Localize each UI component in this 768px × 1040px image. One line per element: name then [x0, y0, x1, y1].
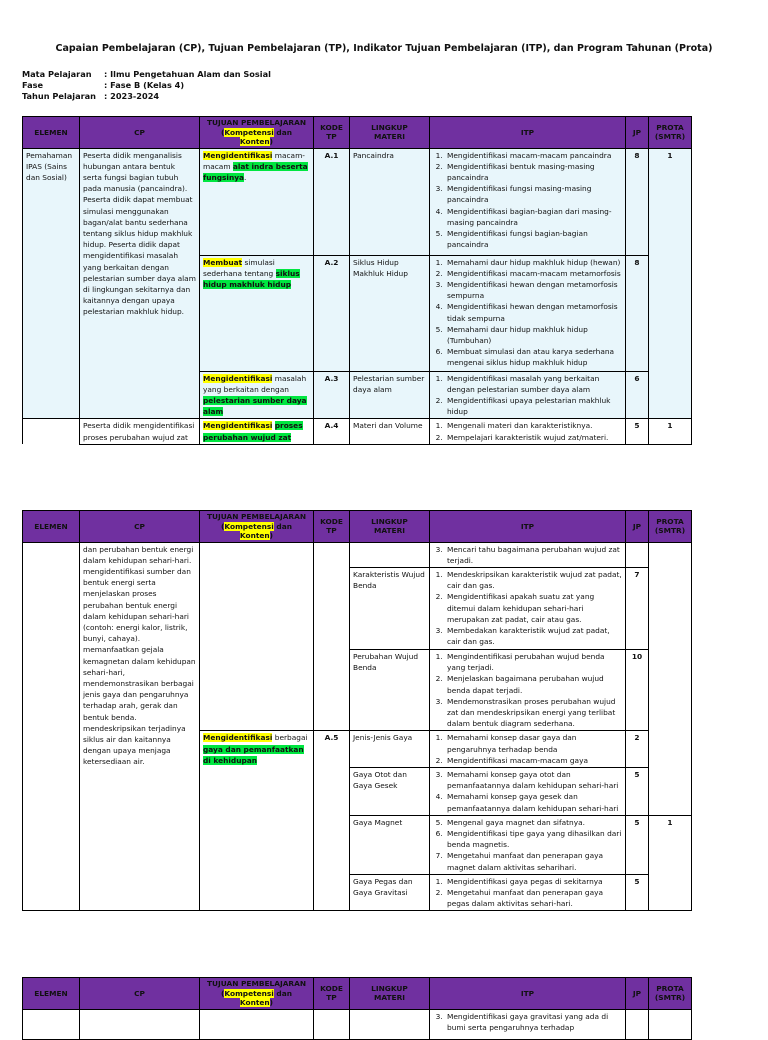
jp-cell: [626, 542, 649, 567]
itp-item: 2. Mengetahui manfaat dan penerapan gaya pegas dalam aktivitas sehari-hari.: [445, 887, 622, 909]
header-jp: JP: [626, 117, 649, 149]
itp-item: 5. Memahami daur hidup makhluk hidup (Tumbuhan): [445, 324, 622, 346]
tp-cell: Mengidentifikasi berbagai gaya dan pemanfaatkan di kehidupan: [200, 731, 314, 911]
header-lingkup: LINGKUP MATERI: [350, 978, 430, 1010]
jp-cell: [626, 1009, 649, 1039]
kode-cell: A.4: [314, 419, 350, 444]
itp-item: 5. Mengidentifikasi fungsi bagian-bagian pancaindra: [445, 228, 622, 250]
lingkup-cell: Gaya Magnet: [350, 815, 430, 874]
lingkup-cell: Gaya Otot dan Gaya Gesek: [350, 767, 430, 815]
lingkup-cell: [350, 1009, 430, 1039]
prota-cell: [649, 1009, 692, 1039]
itp-item: 3. Mendemonstrasikan proses perubahan wujud zat dan mendeskripsikan energi yang terlibat dalam bentuk diagram sederhana.: [445, 696, 622, 730]
itp-cell: [430, 874, 626, 911]
header-lingkup: LINGKUP MATERI: [350, 511, 430, 543]
elemen-cell: Pemahaman IPAS (Sains dan Sosial): [23, 148, 80, 419]
elemen-cell: [23, 542, 80, 911]
table-page-1: [22, 116, 692, 445]
header-itp: ITP: [430, 117, 626, 149]
itp-item: 4. Memahami konsep gaya gesek dan pemanfaatannya dalam kehidupan sehari-hari: [445, 791, 622, 813]
itp-item: 1. Memahami konsep dasar gaya dan pengaruhnya terhadap benda: [445, 732, 622, 754]
itp-item: 3. Memahami konsep gaya otot dan pemanfaatannya dalam kehidupan sehari-hari: [445, 769, 622, 791]
elemen-cell: [23, 419, 80, 444]
lingkup-cell: Jenis-Jenis Gaya: [350, 731, 430, 768]
kode-cell: A.2: [314, 255, 350, 371]
header-tp: TUJUAN PEMBELAJARAN (Kompetensi dan Konten): [200, 117, 314, 149]
table-row: [23, 1009, 692, 1039]
itp-cell: [430, 649, 626, 730]
itp-item: 6. Mengidentifikasi tipe gaya yang dihasilkan dari benda magnetis.: [445, 828, 622, 850]
cp-cell: Peserta didik mengidentifikasi proses perubahan wujud zat: [80, 419, 200, 444]
kode-cell: [314, 1009, 350, 1039]
lingkup-cell: Gaya Pegas dan Gaya Gravitasi: [350, 874, 430, 911]
lingkup-cell: Siklus Hidup Makhluk Hidup: [350, 255, 430, 371]
header-itp: ITP: [430, 978, 626, 1010]
header-kode-tp: KODE TP: [314, 978, 350, 1010]
meta-info: [22, 69, 271, 102]
tp-cell: [200, 542, 314, 731]
itp-item: 2. Menjelaskan bagaimana perubahan wujud benda dapat terjadi.: [445, 673, 622, 695]
itp-cell: [430, 148, 626, 255]
lingkup-cell: Karakteristis Wujud Benda: [350, 567, 430, 649]
meta-label: Fase: [22, 80, 44, 90]
table-row: [23, 148, 692, 255]
meta-label: Mata Pelajaran: [22, 69, 92, 79]
itp-item: 2. Mengidentifikasi bentuk masing-masing pancaindra: [445, 161, 622, 183]
itp-item: 1. Mengidentifikasi masalah yang berkaitan dengan pelestarian sumber daya alam: [445, 373, 622, 395]
meta-value: : 2023-2024: [104, 91, 160, 101]
prota-cell: 1: [649, 148, 692, 419]
lingkup-cell: [350, 542, 430, 567]
header-tp: TUJUAN PEMBELAJARAN (Kompetensi dan Konten): [200, 978, 314, 1010]
itp-item: 1. Mendeskripsikan karakteristik wujud zat padat, cair dan gas.: [445, 569, 622, 591]
table-header-row: [23, 117, 692, 149]
itp-item: 2. Mengidentifikasi apakah suatu zat yang ditemui dalam kehidupan sehari-hari merupakan zat padat, cair atau gas.: [445, 591, 622, 625]
tp-cell: Membuat simulasi sederhana tentang siklus hidup makhluk hidup: [200, 255, 314, 371]
itp-item: 3. Membedakan karakteristik wujud zat padat, cair dan gas.: [445, 625, 622, 647]
itp-item: 3. Mengidentifikasi fungsi masing-masing pancaindra: [445, 183, 622, 205]
itp-item: 4. Mengidentifikasi bagian-bagian dari masing-masing pancaindra: [445, 206, 622, 228]
itp-cell: [430, 815, 626, 874]
kode-cell: [314, 542, 350, 731]
itp-item: 3. Mengidentifikasi gaya gravitasi yang ada di bumi serta pengaruhnya terhadap: [445, 1011, 622, 1033]
table-page-3: [22, 977, 692, 1040]
prota-cell: 1: [649, 419, 692, 444]
header-jp: JP: [626, 511, 649, 543]
itp-item: 6. Membuat simulasi dan atau karya sederhana mengenai siklus hidup makhluk hidup: [445, 346, 622, 368]
itp-item: 2. Mengidentifikasi macam-macam metamorfosis: [445, 268, 622, 279]
header-prota: PROTA (SMTR): [649, 511, 692, 543]
itp-cell: [430, 767, 626, 815]
header-tp: TUJUAN PEMBELAJARAN (Kompetensi dan Konten): [200, 511, 314, 543]
tp-cell: Mengidentifikasi proses perubahan wujud zat: [200, 419, 314, 444]
elemen-cell: [23, 1009, 80, 1039]
itp-item: 7. Mengetahui manfaat dan penerapan gaya magnet dalam aktivitas seharihari.: [445, 850, 622, 872]
meta-value: : Ilmu Pengetahuan Alam dan Sosial: [104, 69, 271, 79]
jp-cell: 5: [626, 767, 649, 815]
tp-cell: Mengidentifikasi masalah yang berkaitan dengan pelestarian sumber daya alam: [200, 371, 314, 419]
itp-item: 1. Mengenali materi dan karakteristiknya.: [445, 420, 622, 431]
header-elemen: ELEMEN: [23, 117, 80, 149]
jp-cell: 7: [626, 567, 649, 649]
tp-cell: [200, 1009, 314, 1039]
itp-item: 2. Mengidentifikasi macam-macam gaya: [445, 755, 622, 766]
itp-item: 1. Memahami daur hidup makhluk hidup (hewan): [445, 257, 622, 268]
kode-cell: A.5: [314, 731, 350, 911]
table-header-row: [23, 511, 692, 543]
itp-cell: [430, 419, 626, 444]
jp-cell: 5: [626, 874, 649, 911]
header-kode-tp: KODE TP: [314, 117, 350, 149]
lingkup-cell: Pancaindra: [350, 148, 430, 255]
prota-cell: 1: [649, 815, 692, 911]
kode-cell: A.3: [314, 371, 350, 419]
jp-cell: 5: [626, 419, 649, 444]
jp-cell: 10: [626, 649, 649, 730]
header-lingkup: LINGKUP MATERI: [350, 117, 430, 149]
itp-item: 1. Mengidentifikasi gaya pegas di sekitarnya: [445, 876, 622, 887]
itp-item: 4. Mengidentifikasi hewan dengan metamorfosis tidak sempurna: [445, 301, 622, 323]
itp-item: 3. Mencari tahu bagaimana perubahan wujud zat terjadi.: [445, 544, 622, 566]
meta-value: : Fase B (Kelas 4): [104, 80, 185, 90]
itp-item: 3. Mengidentifikasi hewan dengan metamorfosis sempurna: [445, 279, 622, 301]
header-elemen: ELEMEN: [23, 978, 80, 1010]
cp-cell: dan perubahan bentuk energi dalam kehidupan sehari-hari. mengidentifikasi sumber dan bentuk energi serta menjelaskan proses perubahan bentuk energi dalam kehidupan sehari-hari (contoh: energi kalor, listrik, bunyi, cahaya). memanfaatkan gejala kemagnetan dalam kehidupan sehari-hari, mendemonstrasikan berbagai jenis gaya dan pengaruhnya terhadap arah, gerak dan bentuk benda. mendeskripsikan terjadinya siklus air dan kaitannya dengan upaya menjaga ketersediaan air.: [80, 542, 200, 911]
header-jp: JP: [626, 978, 649, 1010]
itp-cell: [430, 255, 626, 371]
header-cp: CP: [80, 117, 200, 149]
itp-cell: [430, 542, 626, 567]
table-page-2: [22, 510, 692, 911]
lingkup-cell: Perubahan Wujud Benda: [350, 649, 430, 730]
header-kode-tp: KODE TP: [314, 511, 350, 543]
itp-cell: [430, 731, 626, 768]
itp-cell: [430, 371, 626, 419]
header-itp: ITP: [430, 511, 626, 543]
cp-cell: [80, 1009, 200, 1039]
header-cp: CP: [80, 978, 200, 1010]
itp-item: 2. Mengidentifikasi upaya pelestarian makhluk hidup: [445, 395, 622, 417]
itp-item: 2. Mempelajari karakteristik wujud zat/materi.: [445, 432, 622, 443]
itp-item: 5. Mengenal gaya magnet dan sifatnya.: [445, 817, 622, 828]
header-prota: PROTA (SMTR): [649, 117, 692, 149]
itp-cell: [430, 1009, 626, 1039]
jp-cell: 6: [626, 371, 649, 419]
meta-label: Tahun Pelajaran: [22, 91, 96, 101]
lingkup-cell: Pelestarian sumber daya alam: [350, 371, 430, 419]
jp-cell: 8: [626, 148, 649, 255]
jp-cell: 5: [626, 815, 649, 874]
header-elemen: ELEMEN: [23, 511, 80, 543]
header-prota: PROTA (SMTR): [649, 978, 692, 1010]
lingkup-cell: Materi dan Volume: [350, 419, 430, 444]
page-title: Capaian Pembelajaran (CP), Tujuan Pembelajaran (TP), Indikator Tujuan Pembelajaran (ITP), dan Program Tahunan (Prota): [55, 43, 713, 54]
header-cp: CP: [80, 511, 200, 543]
table-header-row: [23, 978, 692, 1010]
jp-cell: 2: [626, 731, 649, 768]
table-row: [23, 542, 692, 567]
itp-item: 1. Mengindentifikasi perubahan wujud benda yang terjadi.: [445, 651, 622, 673]
itp-item: 1. Mengidentifikasi macam-macam pancaindra: [445, 150, 622, 161]
tp-cell: Mengidentifikasi macam-macam alat indra beserta fungsinya.: [200, 148, 314, 255]
table-row: [23, 419, 692, 444]
jp-cell: 8: [626, 255, 649, 371]
cp-cell: Peserta didik menganalisis hubungan antara bentuk serta fungsi bagian tubuh pada manusia (pancaindra). Peserta didik dapat membuat simulasi menggunakan bagan/alat bantu sederhana tentang siklus hidup makhluk hidup. Peserta didik dapat mengidentifikasi masalah yang berkaitan dengan pelestarian sumber daya alam di lingkungan sekitarnya dan kaitannya dengan upaya pelestarian makhluk hidup.: [80, 148, 200, 419]
itp-cell: [430, 567, 626, 649]
prota-cell: [649, 542, 692, 815]
kode-cell: A.1: [314, 148, 350, 255]
